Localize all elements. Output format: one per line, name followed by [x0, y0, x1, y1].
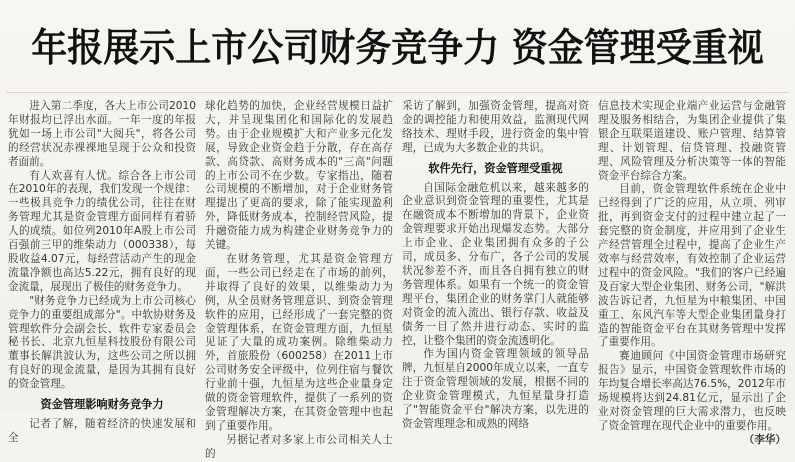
paragraph: 记者了解，随着经济的快速发展和全 [8, 417, 196, 444]
paragraph: 自国际金融危机以来，越来越多的企业意识到资金管理的重要性，尤其是在融资成本不断增加的背景下，企业资金管理要求开始出现爆发态势。大部分上市企业、企业集团拥有众多的子公司，成员多、分布广，各子公司的发展状况参差不齐，而且各自拥有独立的财务管理体系。如果有一个统一的资金管理平台，集团企业的财务掌门人就能够对资金的流入流出、银行存款、收益及债务一目了然并进行动态、实时的监控，让整个集团的资金流透明化。 [402, 181, 589, 347]
article-column-2 [205, 100, 393, 460]
paragraph-text: 赛迪顾问《中国资金管理市场研究报告》显示，中国资金管理软件市场的年均复合增长率高达76.5%，2012年市场规模将达到24.81亿元，显示出了企业对资金管理的巨大需求潜力，也反映了资金管理在现代企业中的重要作用。 [598, 350, 786, 432]
paragraph: 作为国内资金管理领域的领导品牌，九恒星自2000年成立以来，一直专注于资金管理领域的发展，根据不同的企业资金管理模式，九恒星量身打造了"智能资金平台"解决方案，以先进的资金管理理念和成熟的网络 [402, 348, 589, 430]
paragraph: 进入第二季度，各大上市公司2010年财报均已浮出水面。一年一度的年报犹如一场上市公司"大阅兵"，将各公司的经营状况赤裸裸地呈现于公众和投资者面前。 [8, 100, 196, 168]
headline: 年报展示上市公司财务竞争力 资金管理受重视 [31, 26, 764, 71]
paragraph: 有人欢喜有人忧。综合各上市公司在2010年的表现，我们发现一个规律：一些极具竞争力的绩优公司，往往在财务管理尤其是资金管理方面同样有着骄人的成绩。如位列2010年A股上市公司百强前三甲的维柴动力（000338），每股收益4.07元，每经营活动产生的现金流量净额也高达5.22元，拥有良好的现金流量，展现出了极佳的财务竞争力。 [8, 169, 196, 293]
paragraph: 采访了解到，加强资金管理，提高对资金的调控能力和使用效益，监测现代网络技术、理财手段，进行资金的集中管理，已成为大多数企业的共识。 [402, 100, 589, 154]
paragraph: 目前，资金管理软件系统在企业中已经得到了广泛的应用，从立项、列审批，再到资金支付的过程中建立起了一套完整的资金制度，并应用到了企业生产经营管理全过程中，提高了企业生产效率与经营效率，有效控制了企业运营过程中的资金风险。"我们的客户已经遍及百家大型企业集团、财务公司，"解洪波告诉记者，九恒星为中粮集团、中国重工、东风汽车等大型企业集团量身打造的智能资金平台在其财务管理中发挥了重要作用。 [598, 183, 786, 349]
paragraph: 在财务管理，尤其是资金管理方面，一些公司已经走在了市场的前列，并取得了良好的效果，以维柴动力为例，从全员财务管理意识、到资金管理软件的应用，已经形成了一套完整的资金管理体系，在资金管理方面，九恒星见证了大量的成功案例。除维柴动力外，首旅股份（600258）在2011上市公司财务安全评级中，位列住宿与餐饮行业前十强，九恒星为这些企业量身定做的资金管理软件，提供了一系列的资金管理解决方案，在其资金管理中也起到了重要作用。 [205, 252, 393, 432]
paragraph: 球化趋势的加快，企业经营规模日益扩大，并呈现集团化和国际化的发展趋势。由于企业规模扩大和产业多元化发展，导致企业资金趋于分散，存在高存款、高贷款、高财务成本的"三高"问题的上市公司不在少数。专家指出，随着公司规模的不断增加，对于企业财务管理提出了更高的要求，除了能实现盈利外，降低财务成本，控制经营风险，提升融资能力成为构建企业财务竞争力的关键。 [205, 100, 393, 252]
article-column-3 [402, 100, 589, 430]
section-subheading: 软件先行，资金管理受重视 [428, 161, 563, 175]
author-signature: （李华） [743, 433, 786, 446]
headline-divider [6, 92, 789, 93]
paragraph: 信息技术实现企业端产业运营与金融管理及服务相结合，为集团企业提供了集银企互联渠道建设、账户管理、结算管理、计划管理、信贷管理、投融资管理、风险管理及分析决策等一体的智能资金平台综合方案。 [598, 100, 786, 182]
article-column-1 [8, 100, 196, 444]
paragraph: 另据记者对多家上市公司相关人士的 [205, 433, 393, 460]
paragraph: "财务竞争力已经成为上市公司核心竞争力的重要组成部分"。中软协财务及管理软件分会副会长、软件专家委员会秘书长、北京九恒星科技股份有限公司董事长解洪波认为，这些公司之所以拥有良好的现金流量，是因为其拥有良好的资金管理。 [8, 294, 196, 391]
section-subheading: 资金管理影响财务竞争力 [40, 398, 164, 412]
paragraph [598, 350, 786, 446]
article-column-4 [598, 100, 786, 446]
